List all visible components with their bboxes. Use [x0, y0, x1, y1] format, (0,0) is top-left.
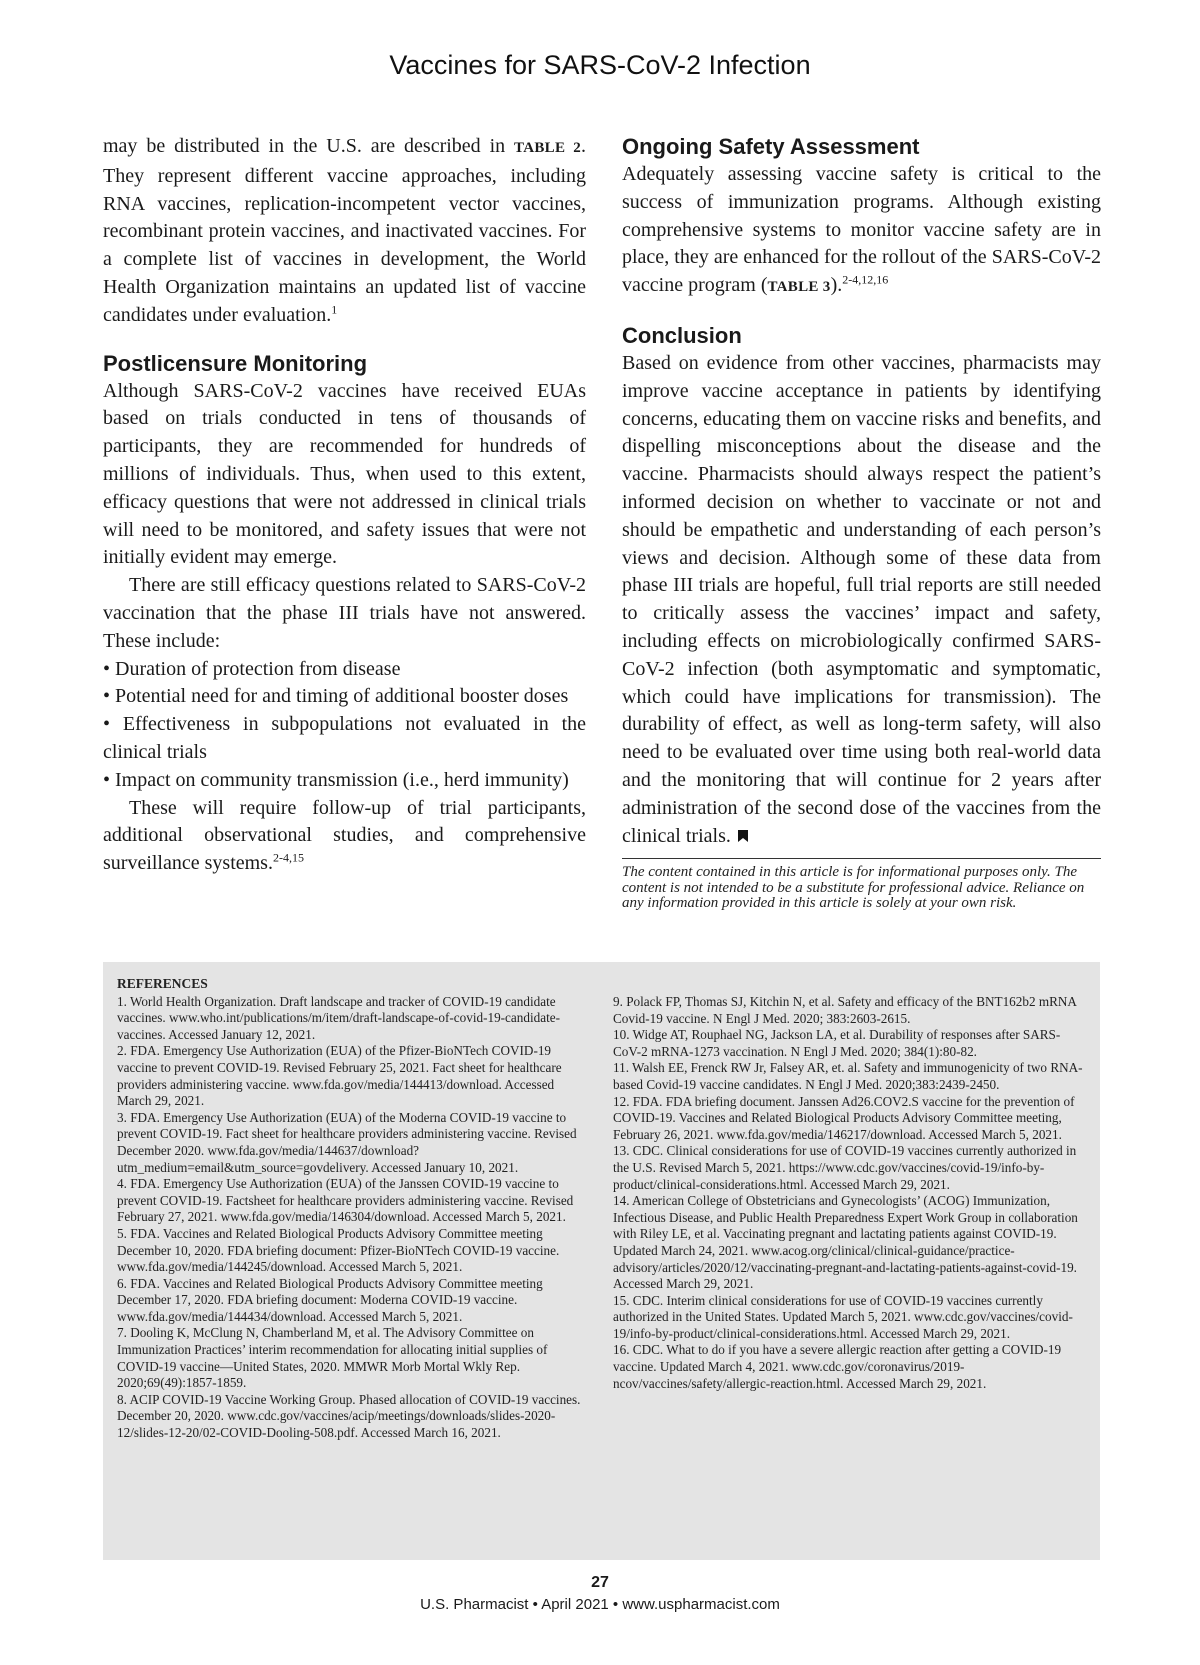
bullet-item: • Impact on community transmission (i.e., herd immunity)	[103, 768, 569, 791]
reference-item: 10. Widge AT, Rouphael NG, Jackson LA, et al. Durability of responses after SARS-CoV-2 mRNA-1273 vaccination. N Engl J Med. 2020; 384(1):80-82.	[613, 1027, 1061, 1059]
citation: 2-4,12,16	[842, 272, 889, 287]
intro-paragraph: may be distributed in the U.S. are described in TABLE 2. They represent different vaccine approaches, including RNA vaccines, replication-incompetent vector vaccines, recombinant protein vaccines, and inactivated vaccines. For a complete list of vaccines in development, the World Health Organization maintains an updated list of vaccine candidates under evaluation.$^1$	[103, 135, 587, 326]
reference-item: 1. World Health Organization. Draft landscape and tracker of COVID-19 candidate vaccines. www.who.int/publications/m/item/draft-landscape-of-covid-19-candidate-vaccines. Accessed January 12, 2021.	[117, 993, 560, 1042]
reference-item: 8. ACIP COVID-19 Vaccine Working Group. Phased allocation of COVID-19 vaccines. December 20, 2020. www.cdc.gov/vaccines/acip/meetings/downloads/slides-2020-12/slides-12-20/02-COVID-Dooling-508.pdf. Accessed March 16, 2021.	[117, 1391, 581, 1441]
citation: 2-4,15	[272, 850, 304, 865]
reference-item: 9. Polack FP, Thomas SJ, Kitchin N, et al. Safety and efficacy of the BNT162b2 mRNA Covid-19 vaccine. N Engl J Med. 2020; 383:2603-2615.	[613, 994, 1077, 1026]
postlicensure-paragraph-2: There are still efficacy questions related to SARS-CoV-2 vaccination that the phase III trials have not answered. These include:	[103, 574, 586, 652]
bullet-item: • Potential need for and timing of additional booster doses	[103, 685, 569, 708]
postlicensure-heading: Postlicensure Monitoring	[103, 350, 368, 376]
reference-item: 15. CDC. Interim clinical considerations for use of COVID-19 vaccines currently authorized in the United States. Updated March 5, 2021. www.cdc.gov/vaccines/covid-19/info-by-product/clinical-considerations.html. Accessed March 29, 2021.	[613, 1292, 1073, 1341]
postlicensure-paragraph-1: Although SARS-CoV-2 vaccines have received EUAs based on trials conducted in tens of thousands of participants, they are recommended for hundreds of millions of individuals. Thus, when used to this extent, efficacy questions that were not addressed in clinical trials will need to be monitored, and safety issues that were not initially evident may emerge.	[103, 379, 586, 569]
safety-paragraph: Adequately assessing vaccine safety is critical to the success of immunization programs. Although existing comprehensive systems to monitor vaccine safety are in place, they are enhanced for the rollout of the SARS-CoV-2 vaccine program (TABLE 3).$^{2-4,12,16}$	[622, 163, 1101, 297]
end-of-article-icon	[737, 829, 749, 843]
running-header: Vaccines for SARS-CoV-2 Infection	[389, 50, 811, 80]
table-3-reference: TABLE 3	[767, 279, 831, 296]
reference-item: 5. FDA. Vaccines and Related Biological Products Advisory Committee meeting December 10, 2020. FDA briefing document: Pfizer-BioNTech COVID-19 vaccine. www.fda.gov/media/144245/download. Accessed March 5, 2021.	[117, 1225, 560, 1275]
reference-item: 7. Dooling K, McClung N, Chamberland M, et al. The Advisory Committee on Immunization Practices’ interim recommendation for allocating initial supplies of COVID-19 vaccine—United States, 2020. MMWR Morb Mortal Wkly Rep. 2020;69(49):1857-1859.	[117, 1325, 548, 1391]
references-title: REFERENCES	[117, 976, 208, 991]
safety-heading: Ongoing Safety Assessment	[622, 134, 920, 159]
bullet-item: • Duration of protection from disease	[103, 657, 401, 680]
references-box	[103, 962, 1100, 1560]
page-number: 27	[591, 1574, 609, 1591]
conclusion-heading: Conclusion	[622, 322, 742, 348]
citation: 1	[331, 302, 338, 317]
reference-item: 2. FDA. Emergency Use Authorization (EUA) of the Pfizer-BioNTech COVID-19 vaccine to prevent COVID-19. Revised February 25, 2021. Fact sheet for healthcare providers administering vaccine. www.fda.gov/media/144413/download. Accessed March 29, 2021.	[117, 1043, 562, 1109]
publication-footer: U.S. Pharmacist • April 2021 • www.uspharmacist.com	[420, 1596, 780, 1613]
references-right-column	[613, 994, 1087, 1392]
reference-item: 11. Walsh EE, Frenck RW Jr, Falsey AR, et. al. Safety and immunogenicity of two RNA-based Covid-19 vaccine candidates. N Engl J Med. 2020;383:2439-2450.	[613, 1060, 1083, 1092]
reference-item: 13. CDC. Clinical considerations for use of COVID-19 vaccines currently authorized in the U.S. Revised March 5, 2021. https://www.cdc.gov/vaccines/covid-19/info-by-product/clinical-considerations.html. Accessed March 29, 2021.	[613, 1143, 1077, 1192]
references-left-column	[117, 976, 585, 1442]
bullet-item: • Effectiveness in subpopulations not evaluated in the clinical trials	[103, 713, 586, 763]
table-2-reference: TABLE 2	[514, 140, 582, 156]
reference-item: 12. FDA. FDA briefing document. Janssen Ad26.COV2.S vaccine for the prevention of COVID-19. Vaccines and Related Biological Products Advisory Committee meeting, February 26, 2021. www.fda.gov/media/146217/download. Accessed March 5, 2021.	[613, 1093, 1075, 1142]
conclusion-paragraph: Based on evidence from other vaccines, pharmacists may improve vaccine acceptance in patients by identifying concerns, educating them on vaccine risks and benefits, and dispelling misconceptions about the disease and the vaccine. Pharmacists should always respect the patient’s informed decision on whether to vaccinate or not and should be empathetic and understanding of each person’s views and decision. Although some of these data from phase III trials are hopeful, full trial reports are still needed to critically assess the vaccines’ impact and safety, including effects on microbiologically confirmed SARS-CoV-2 infection (both asymptomatic and symptomatic, which could have implications for transmission). The durability of effect, as well as long-term safety, will also need to be evaluated over time using both real-world data and the monitoring that will continue for 2 years after administration of the second dose of the vaccines from the clinical trials.	[622, 351, 1101, 847]
left-column	[103, 133, 586, 878]
reference-item: 6. FDA. Vaccines and Related Biological Products Advisory Committee meeting December 17, 2020. FDA briefing document: Moderna COVID-19 vaccine. www.fda.gov/media/144434/download. Accessed March 5, 2021.	[117, 1275, 543, 1324]
right-column	[622, 133, 1101, 912]
reference-item: 14. American College of Obstetricians and Gynecologists’ (ACOG) Immunization, Infectious Disease, and Public Health Preparedness Expert Work Group in collaboration with Riley LE, et al. Vaccinating pregnant and lactating patients against COVID-19. Updated March 24, 2021. www.acog.org/clinical/clinical-guidance/practice-advisory/articles/2020/12/vaccinating-pregnant-and-lactating-patients-against-covid-19. Accessed March 29, 2021.	[613, 1193, 1078, 1292]
reference-item: 4. FDA. Emergency Use Authorization (EUA) of the Janssen COVID-19 vaccine to prevent COVID-19. Factsheet for healthcare providers administering vaccine. Revised February 27, 2021. www.fda.gov/media/146304/download. Accessed March 5, 2021.	[117, 1176, 574, 1225]
disclaimer: The content contained in this article is for informational purposes only. The content is not intended to be a substitute for professional advice. Reliance on any information provided in this article is solely at your own risk.	[622, 858, 1101, 912]
postlicensure-paragraph-3: These will require follow-up of trial participants, additional observational studies, and comprehensive surveillance systems.$^{2-4,15}$	[103, 796, 586, 875]
reference-item: 16. CDC. What to do if you have a severe allergic reaction after getting a COVID-19 vaccine. Updated March 4, 2021. www.cdc.gov/coronavirus/2019-ncov/vaccines/safety/allergic-reaction.html. Accessed March 29, 2021.	[613, 1342, 1062, 1391]
reference-item: 3. FDA. Emergency Use Authorization (EUA) of the Moderna COVID-19 vaccine to prevent COVID-19. Fact sheet for healthcare providers administering vaccine. Revised December 2020. www.fda.gov/media/144637/download?utm_medium=email&utm_source=govdelivery. Accessed January 10, 2021.	[117, 1109, 577, 1175]
